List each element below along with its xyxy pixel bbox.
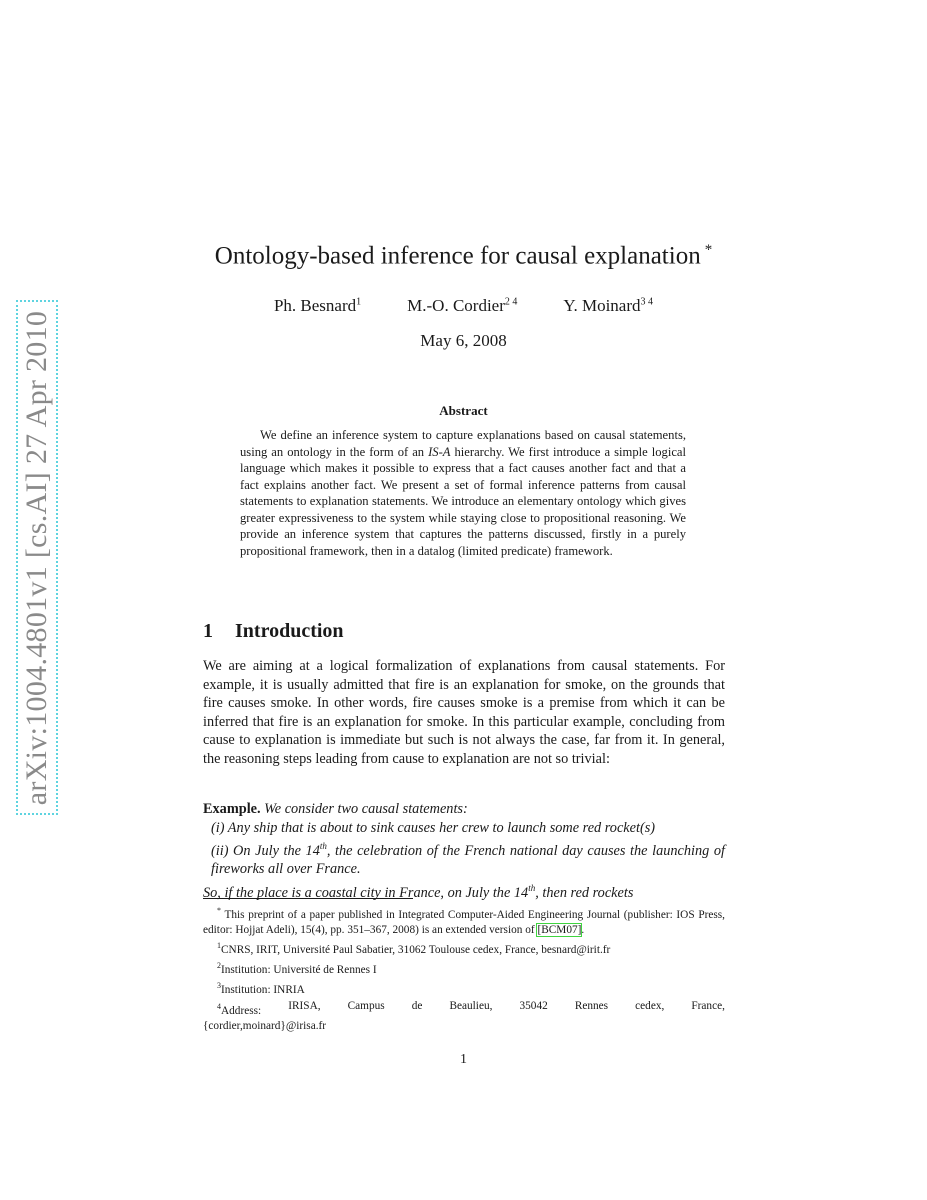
paper-title: [150, 242, 777, 270]
footnote-4-word-6: Rennes: [574, 999, 609, 1012]
section-title: Introduction: [235, 620, 344, 642]
footnote-4-part-0: [217, 999, 261, 1019]
author-3-name: Y. Moinard: [563, 296, 641, 315]
example-item-2: [203, 837, 725, 879]
footnote-3-mark: 3: [217, 981, 221, 991]
arxiv-stamp-text: arXiv:1004.4801v1 [cs.AI] 27 Apr 2010: [20, 310, 53, 805]
example-label: Example.: [203, 801, 261, 817]
footnote-4-word-1: IRISA,: [288, 999, 321, 1012]
author-1: [274, 296, 361, 316]
section-heading: [203, 620, 344, 643]
footnote-4-word-3: de: [411, 999, 423, 1012]
page-number: 1: [460, 1052, 467, 1067]
abstract-text-2: hierarchy. We first introduce a simple logical language which makes it possible to express that a fact causes another fact and that a fact explains another fact. We present a set of formal inference patterns from causal statements to explanation statements. We introduce an elementary ontology which gives greater expressiveness to the system while staying close to propositional reasoning. We provide an inference system that captures the patterns discussed, firstly in a purely propositional framework, then in a datalog (limited predicate) framework.: [240, 444, 686, 558]
author-2-name: M.-O. Cordier: [407, 296, 505, 315]
footnote-4-word-4: Beaulieu,: [449, 999, 493, 1012]
author-1-name: Ph. Besnard: [273, 296, 357, 315]
author-1-affil: 1: [356, 296, 362, 308]
example-line-3-b: , then red rockets: [535, 884, 634, 901]
title-footnote-mark: *: [704, 242, 713, 258]
footnote-4-word-8: France,: [691, 999, 725, 1012]
example-line-1: [203, 800, 725, 819]
footnote-1-mark: 1: [217, 941, 221, 951]
example-item-2-b: , the celebration of the French national day causes the launching of fireworks all over France.: [211, 842, 725, 878]
example-item-2-a: (ii) On July the 14: [211, 842, 320, 859]
paper-date: May 6, 2008: [420, 331, 507, 350]
author-3-affil: 3 4: [640, 296, 654, 308]
example-line-3-sup: th: [528, 882, 536, 893]
footnote-3: [203, 978, 725, 998]
author-2-affil: 2 4: [504, 296, 518, 308]
footnote-4-word-2: Campus: [347, 999, 385, 1012]
section-number: 1: [203, 620, 213, 642]
footnote-4-word-7: cedex,: [635, 999, 665, 1012]
abstract-heading: Abstract: [439, 403, 488, 418]
footnote-star-end: .: [581, 924, 585, 937]
footnote-4-line-2: {cordier,moinard}@irisa.fr: [203, 1019, 327, 1032]
footnote-4-line-1: [203, 999, 725, 1019]
footnote-star-text: This preprint of a paper published in Integrated Computer-Aided Engineering Journal (publisher: IOS Press, editor: Hojjat Adeli), 15(4), pp. 351–367, 2008) is an extended version of: [203, 908, 725, 937]
arxiv-stamp: [16, 300, 58, 815]
author-3: [563, 296, 653, 316]
example-item-2-sup: th: [319, 841, 327, 851]
abstract-body: [240, 427, 686, 559]
footnote-4-mark: 4: [217, 1001, 221, 1011]
footnote-2-text: Institution: Université de Rennes I: [221, 964, 377, 977]
paper-title-text: Ontology-based inference for causal explanation: [214, 242, 701, 270]
abstract-text-1: We define an inference system to capture explanations based on causal statements, using an ontology in the form of an: [240, 428, 686, 459]
citation-link-bcm07[interactable]: [BCM07]: [537, 924, 582, 937]
footnote-2: [203, 958, 725, 978]
footnotes: [203, 903, 725, 1034]
footnote-2-mark: 2: [217, 961, 221, 971]
author-2: [407, 296, 517, 316]
example-block: [203, 800, 725, 902]
footnote-1-text: CNRS, IRIT, Université Paul Sabatier, 31062 Toulouse cedex, France, besnard@irit.fr: [221, 944, 611, 957]
author-list: [150, 296, 777, 316]
footnote-3-text: Institution: INRIA: [221, 984, 305, 997]
footnote-1: [203, 938, 725, 958]
footnote-4-word-5: 35042: [519, 999, 548, 1012]
footnote-star-mark: *: [217, 906, 221, 915]
example-line-3-a: So, if the place is a coastal city in France, on July the 14: [203, 884, 529, 901]
intro-paragraph: We are aiming at a logical formalization of explanations from causal statements. For example, it is usually admitted that fire is an explanation for smoke, on the grounds that fire causes smoke. In other words, fire causes smoke is a premise from which it can be inferred that fire is an explanation for smoke. In this particular example, concluding from cause to explanation is immediate but such is not always the case, far from it. In general, the reasoning steps leading from cause to explanation are not so trivial:: [203, 658, 725, 767]
example-intro: We consider two causal statements:: [264, 801, 468, 817]
abstract-emph: IS-A: [428, 444, 451, 459]
example-item-1: (i) Any ship that is about to sink causes her crew to launch some red rocket(s): [211, 819, 656, 836]
footnote-4-word-0: Address:: [221, 1004, 262, 1017]
footnote-rule: [203, 898, 413, 899]
footnote-star: [203, 903, 725, 938]
